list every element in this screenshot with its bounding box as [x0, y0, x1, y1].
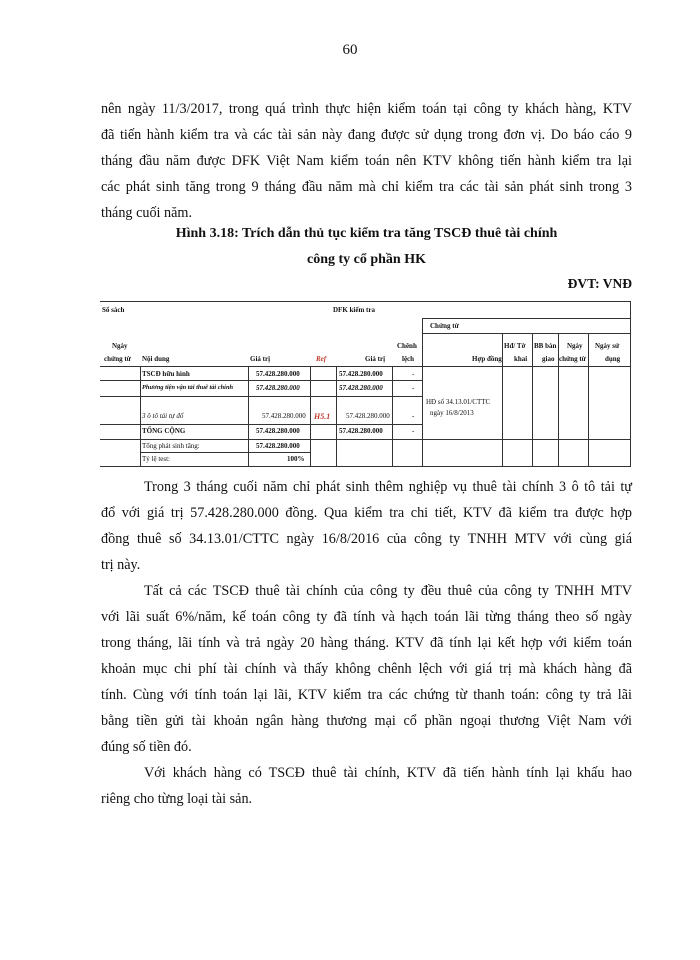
text-line: trị này.: [101, 557, 141, 573]
row-3-chenh-lech: -: [412, 412, 415, 420]
header-dfk-kiem-tra: DFK kiểm tra: [333, 306, 375, 314]
row-3-gia-tri: 57.428.280.000: [262, 412, 306, 420]
header-bb-ban-giao: BB bàn: [534, 342, 557, 350]
row-4-gia-tri-2: 57.428.280.000: [339, 427, 383, 435]
header-ngay-su-dung-2: dụng: [605, 355, 621, 363]
figure-title: Hình 3.18: Trích dẫn thủ tục kiểm tra tăng TSCĐ thuê tài chính: [175, 226, 558, 241]
header-hd-to-khai-2: khai: [514, 355, 528, 363]
row-1-chenh-lech: -: [412, 370, 415, 378]
header-bb-ban-giao-2: giao: [542, 355, 555, 363]
header-gia-tri-2: Giá trị: [365, 355, 386, 363]
text-line: riêng cho từng loại tài sản.: [101, 791, 253, 807]
row-3-noi-dung: 3 ô tô tải tự đổ: [142, 412, 184, 420]
paragraph-3: [101, 578, 632, 760]
row-1-noi-dung: TSCĐ hữu hình: [142, 370, 190, 378]
row-2-gia-tri-2: 57.428.280.000: [339, 384, 383, 392]
paragraph-4: [101, 760, 632, 812]
header-noi-dung: Nội dung: [142, 355, 170, 363]
text-line: với lãi suất 6%/năm, kế toán công ty đã tính và hạch toán lãi từng tháng theo số ngày: [101, 609, 632, 625]
tong-phat-sinh-value: 57.428.280.000: [256, 442, 300, 450]
text-line: tính. Cùng với tính toán lại lãi, KTV kiểm tra các chứng từ thanh toán: công ty trả lãi: [101, 687, 632, 703]
unit-label: ĐVT: VNĐ: [567, 276, 632, 291]
row-3-gia-tri-2: 57.428.280.000: [346, 412, 390, 420]
header-ngay-ct-2: chứng từ: [559, 355, 586, 363]
text-line: nên ngày 11/3/2017, trong quá trình thực hiện kiểm toán tại công ty khách hàng, KTV: [101, 101, 632, 117]
text-line: khoản mục chi phí tài chính và thấy không chênh lệch với giá trị mà khách hàng đã: [101, 661, 632, 677]
row-3-ref: H5.1: [314, 412, 331, 421]
header-chenh-lech: Chênh: [397, 342, 417, 350]
header-chung-tu: Chứng từ: [430, 322, 459, 330]
text-line: bằng tiền gửi tài khoản ngân hàng thương mại cổ phần ngoại thương Việt Nam với: [101, 713, 632, 729]
row-4-chenh-lech: -: [412, 427, 415, 435]
row-1-gia-tri: 57.428.280.000: [256, 370, 300, 378]
text-line: đồng thuê số 34.13.01/CTTC ngày 16/8/2016 của công ty TNHH MTV với cùng giá: [101, 531, 632, 547]
text-line: tháng cuối năm.: [101, 205, 193, 221]
row-4-gia-tri: 57.428.280.000: [256, 427, 300, 435]
ty-le-value: 100%: [287, 455, 305, 463]
header-ngay-chung-tu-2: chứng từ: [104, 355, 131, 363]
text-line: Tất cả các TSCĐ thuê tài chính của công ty đều thuê của công ty TNHH MTV: [144, 583, 632, 599]
header-hop-dong: Hợp đồng: [472, 355, 502, 363]
audit-table: [100, 300, 631, 468]
text-line: Với khách hàng có TSCĐ thuê tài chính, KTV đã tiến hành tính lại khấu hao: [144, 765, 632, 781]
header-chenh-lech-2: lệch: [402, 355, 415, 363]
paragraph-2: [101, 474, 632, 578]
header-ngay-chung-tu: Ngày: [112, 342, 128, 350]
row-2-chenh-lech: -: [412, 384, 415, 392]
text-line: tháng đầu năm được DFK Việt Nam kiểm toán nên KTV không tiến hành kiểm tra lại: [101, 153, 632, 169]
text-line: các phát sinh tăng trong 9 tháng đầu năm mà chỉ kiểm tra các tài sản phát sinh trong 3: [101, 179, 632, 195]
header-ref: Ref: [316, 355, 327, 363]
text-line: trong tháng, lãi tính và trả ngày 20 hàng tháng. KTV đã tính lại kết hợp với kiểm toán: [101, 635, 632, 651]
tong-phat-sinh-label: Tổng phát sinh tăng:: [142, 442, 200, 450]
row-1-gia-tri-2: 57.428.280.000: [339, 370, 383, 378]
header-hd-to-khai: Hđ/ Tờ: [504, 342, 526, 350]
row-3-hop-dong-2: ngày 16/8/2013: [430, 409, 474, 417]
row-4-noi-dung: TỔNG CỘNG: [142, 427, 186, 435]
figure-subtitle: công ty cổ phần HK: [306, 252, 426, 267]
ty-le-label: Tỷ lệ test:: [142, 455, 170, 463]
header-ngay-ct: Ngày: [567, 342, 583, 350]
header-ngay-su-dung: Ngày sử: [595, 342, 620, 350]
text-line: đúng số tiền đó.: [101, 739, 192, 755]
text-line: đổ với giá trị 57.428.280.000 đồng. Qua kiểm tra chi tiết, KTV đã kiểm tra được hợp: [101, 505, 632, 521]
row-3-hop-dong: HĐ số 34.13.01/CTTC: [426, 398, 491, 406]
header-so-sach: Sổ sách: [102, 306, 125, 314]
paragraph-1: [101, 96, 632, 226]
header-gia-tri: Giá trị: [250, 355, 271, 363]
text-line: đã tiến hành kiểm tra và các tài sản này đang được sử dụng trong đơn vị. Do báo cáo 9: [101, 127, 632, 143]
row-2-noi-dung: Phương tiện vận tải thuê tài chính: [142, 384, 234, 391]
row-2-gia-tri: 57.428.280.000: [256, 384, 300, 392]
text-line: Trong 3 tháng cuối năm chỉ phát sinh thêm nghiệp vụ thuê tài chính 3 ô tô tải tự: [144, 479, 632, 495]
page-number: 60: [342, 42, 358, 58]
